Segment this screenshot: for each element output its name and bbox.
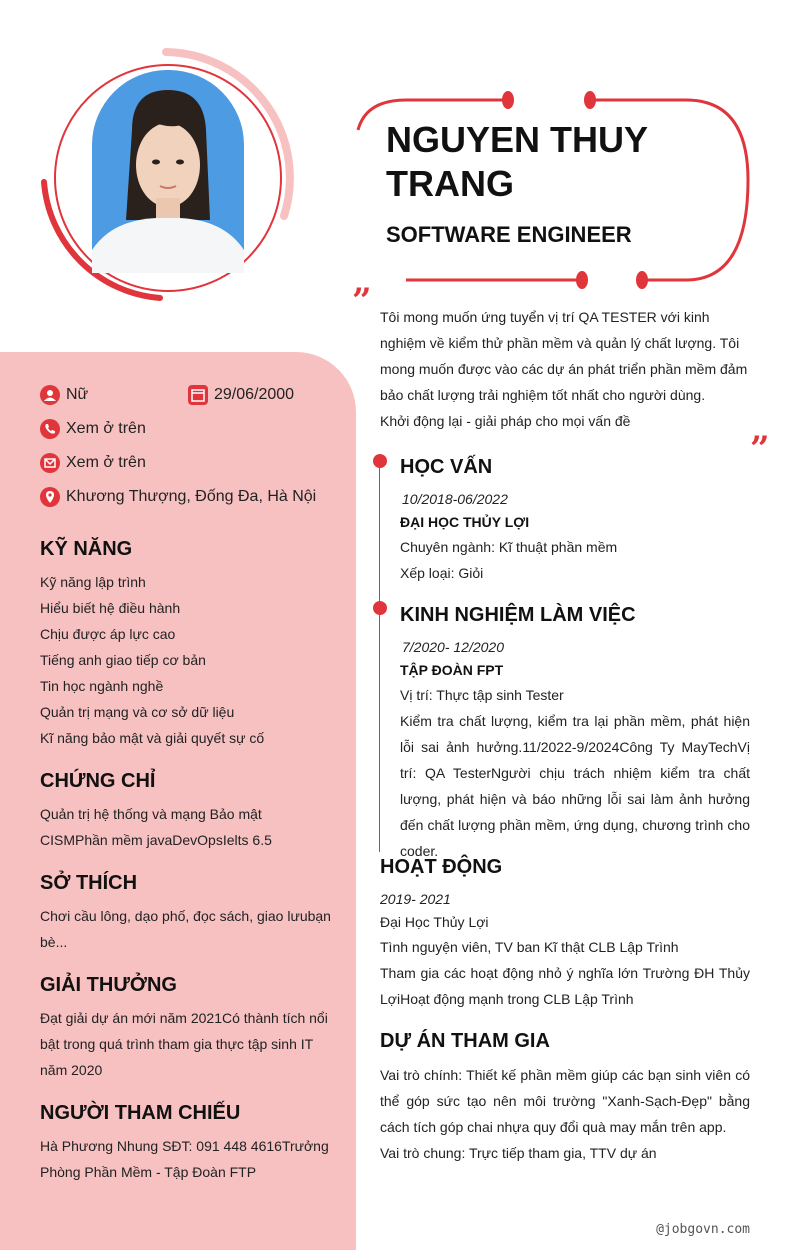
education-heading: HỌC VẤN [400, 456, 493, 478]
education-school: ĐẠI HỌC THỦY LỢI [400, 514, 530, 530]
objective-text: Tôi mong muốn ứng tuyển vị trí QA TESTER với kinh nghiệm về kiểm thử phần mềm và quản lý chất lượng. Tôi mong muốn được vào các dự án phát triển phần mềm đảm bảo chất lượng trải nghiệm tốt nhất cho người dùng. [380, 309, 748, 403]
skill-item: Kĩ năng bảo mật và giải quyết sự cố [40, 730, 265, 746]
projects-general-role: Vai trò chung: Trực tiếp tham gia, TTV dự án [380, 1145, 657, 1161]
calendar-icon [188, 385, 208, 405]
education-grade: Xếp loại: Giỏi [400, 565, 484, 581]
experience-company: TẬP ĐOÀN FPT [400, 662, 504, 678]
phone-icon [40, 419, 60, 439]
open-quote-icon: ” [352, 281, 372, 321]
email-value[interactable]: Xem ở trên [66, 454, 146, 471]
activities-role: Tình nguyện viên, TV ban Kĩ thật CLB Lập Trình [380, 939, 679, 955]
timeline-line [379, 460, 380, 852]
references-text: Hà Phương Nhung SĐT: 091 448 4616Trưởng Phòng Phần Mềm - Tập Đoàn FTP [40, 1138, 329, 1180]
references-heading: NGƯỜI THAM CHIẾU [40, 1102, 241, 1124]
activities-heading: HOẠT ĐỘNG [380, 856, 503, 878]
skill-item: Quản trị mạng và cơ sở dữ liệu [40, 704, 235, 720]
footer-watermark: @jobgovn.com [656, 1222, 750, 1237]
experience-date: 7/2020- 12/2020 [402, 639, 504, 655]
education-major: Chuyên ngành: Kĩ thuật phần mềm [400, 539, 618, 555]
activities-description: Tham gia các hoạt động nhỏ ý nghĩa lớn Trường ĐH Thủy LợiHoạt động mạnh trong CLB Lập Trình [380, 965, 750, 1007]
phone-row [40, 418, 146, 440]
skill-item: Chịu được áp lực cao [40, 626, 176, 642]
candidate-name: NGUYEN THUY TRANG [386, 119, 648, 204]
projects-heading: DỰ ÁN THAM GIA [380, 1030, 550, 1052]
certificates-heading: CHỨNG CHỈ [40, 770, 156, 792]
skill-item: Tin học ngành nghề [40, 678, 164, 694]
certificates-text: Quản trị hệ thống và mạng Bảo mật CISMPhần mềm javaDevOpsIelts 6.5 [40, 806, 272, 848]
timeline-dot-education [373, 454, 387, 468]
hobbies-text: Chơi cầu lông, dạo phố, đọc sách, giao lưubạn bè... [40, 908, 331, 950]
email-icon [40, 453, 60, 473]
birthday-value: 29/06/2000 [214, 386, 295, 403]
experience-position: Vị trí: Thực tập sinh Tester [400, 687, 564, 703]
gender-value: Nữ [66, 386, 89, 403]
awards-heading: GIẢI THƯỞNG [40, 974, 177, 996]
close-quote-icon: ” [750, 429, 770, 469]
skill-item: Hiểu biết hệ điều hành [40, 600, 181, 616]
user-icon [40, 385, 60, 405]
phone-value[interactable]: Xem ở trên [66, 420, 146, 437]
birthday-row [188, 384, 294, 406]
experience-heading: KINH NGHIỆM LÀM VIỆC [400, 604, 636, 626]
activities-org: Đại Học Thủy Lợi [380, 914, 489, 930]
skill-item: Tiếng anh giao tiếp cơ bản [40, 652, 206, 668]
location-pin-icon [40, 487, 60, 507]
profile-photo [92, 70, 244, 273]
email-row [40, 452, 146, 474]
skills-list [40, 569, 264, 751]
career-objective [380, 304, 752, 434]
awards-text: Đạt giải dự án mới năm 2021Có thành tích nổi bật trong quá trình tham gia thực tập sinh IT năm 2020 [40, 1010, 328, 1078]
skills-heading: KỸ NĂNG [40, 538, 133, 560]
address-row [40, 486, 316, 508]
skill-item: Kỹ năng lập trình [40, 574, 146, 590]
job-title: SOFTWARE ENGINEER [386, 222, 632, 247]
address-value: Khương Thượng, Đống Đa, Hà Nội [66, 488, 317, 505]
education-date: 10/2018-06/2022 [402, 491, 508, 507]
experience-description: Kiểm tra chất lượng, kiểm tra lại phần mềm, phát hiện lỗi sai ảnh hưởng.11/2022-9/2024Công Ty MayTechVị trí: QA TesterNgười chịu trách nhiệm kiểm tra chất lượng, phát hiện và báo những lỗi sai làm ảnh hưởng đến chất lượng phần mềm, ứng dụng, chương trình cho coder. [400, 713, 750, 859]
projects-main-role: Vai trò chính: Thiết kế phần mềm giúp các bạn sinh viên có thể góp sức tạo nên môi trường "Xanh-Sạch-Đẹp" bằng cách tích góp chai nhựa quy đổi quà may mắn trên app. [380, 1067, 750, 1135]
activities-date: 2019- 2021 [380, 891, 451, 907]
hobbies-heading: SỞ THÍCH [40, 872, 138, 894]
gender-row [40, 384, 88, 406]
objective-motto: Khởi động lại - giải pháp cho mọi vấn đề [380, 413, 631, 429]
timeline-dot-experience [373, 601, 387, 615]
